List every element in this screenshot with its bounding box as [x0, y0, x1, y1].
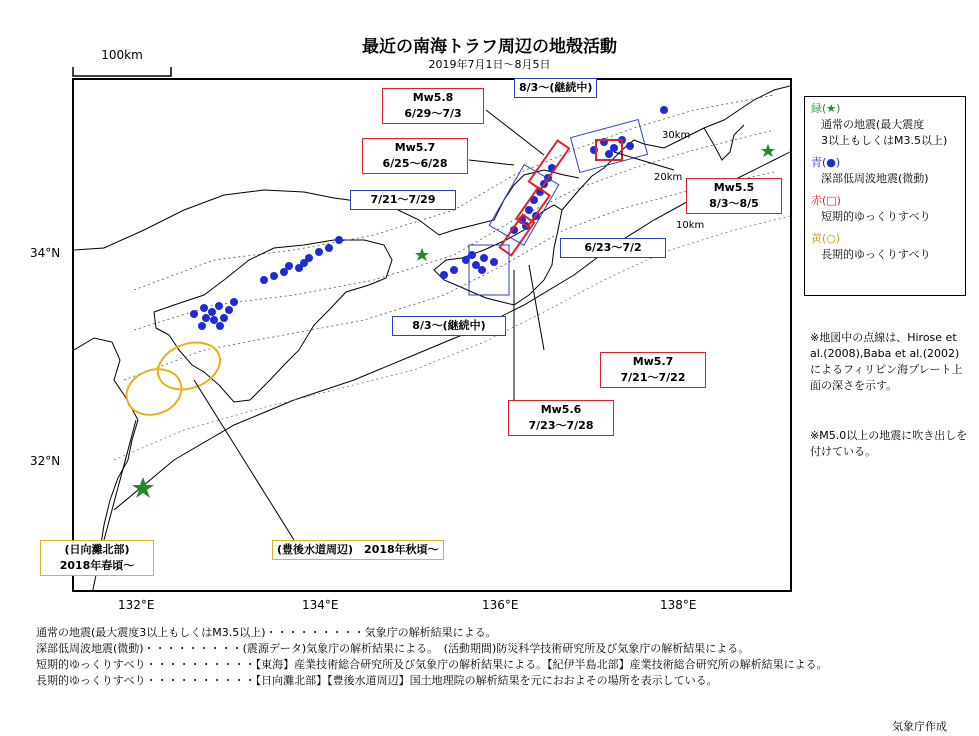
slow-slip-long [120, 334, 226, 422]
page-title: 最近の南海トラフ周辺の地殻活動 [362, 37, 617, 57]
label-shikoku-period: 7/21～7/29 [350, 190, 456, 210]
hyuga-line1: (日向灘北部) [64, 543, 130, 556]
leader-lines [104, 110, 674, 540]
legend-yellow-desc: 長期的ゆっくりすべり [821, 248, 931, 261]
note-contours: ※地図中の点線は、Hirose et al.(2008),Baba et al.(2002)によるフィリピン海プレート上面の深さを示す。 [810, 331, 963, 392]
honshu-coast [74, 170, 579, 250]
label-ongoing-top: 8/3～(継続中) [514, 78, 597, 98]
contour-deep [114, 215, 792, 460]
legend-yellow-head: 黄(○) [811, 232, 841, 245]
legend-green-desc1: 通常の地震(最大震度 [821, 118, 925, 131]
label-mw55 [686, 178, 782, 214]
mw58-dates: 6/29～7/3 [404, 107, 462, 120]
legend-red-head: 赤(□) [811, 194, 841, 207]
depth-10km: 10km [676, 220, 705, 231]
depth-20km: 20km [654, 172, 683, 183]
lon-label-132: 132°E [118, 598, 155, 612]
label-mw57a [362, 138, 468, 174]
lon-label-136: 136°E [482, 598, 519, 612]
label-mw57b [600, 352, 706, 388]
scale-label: 100km [101, 48, 143, 62]
label-mw58 [382, 88, 484, 124]
footer-line2: 深部低周波地震(微動)・・・・・・・・・(震源データ)気象庁の解析結果による。 (活動期間)防災科学技術研究所及び気象庁の解析結果による。 [36, 642, 750, 655]
note-callouts: ※M5.0以上の地震に吹き出しを付けている。 [810, 429, 968, 458]
legend-green-head: 緑(★) [811, 102, 841, 115]
mw57a-dates: 6/25～6/28 [382, 157, 448, 170]
lat-label-34: 34°N [30, 246, 61, 260]
shikoku-coast [154, 240, 392, 402]
mw57b-dates: 7/21～7/22 [620, 371, 686, 384]
mw56-mag: Mw5.6 [540, 403, 582, 416]
legend-blue-desc: 深部低周波地震(微動) [821, 172, 929, 185]
mw57b-mag: Mw5.7 [632, 355, 674, 368]
hyuga-line2: 2018年春頃～ [59, 559, 135, 572]
label-kii-period: 6/23～7/2 [560, 238, 666, 258]
scale-line [72, 65, 172, 77]
mw58-mag: Mw5.8 [412, 91, 454, 104]
label-ongoing-kii: 8/3～(継続中) [392, 316, 506, 336]
mw56-dates: 7/23～7/28 [528, 419, 594, 432]
footer-line3: 短期的ゆっくりすべり・・・・・・・・・・【東海】産業技術総合研究所及び気象庁の解析結果による。【紀伊半島北部】産業技術総合研究所の解析結果による。 [36, 658, 828, 671]
label-mw56 [508, 400, 614, 436]
lon-label-138: 138°E [660, 598, 697, 612]
mw55-dates: 8/3～8/5 [709, 197, 759, 210]
mw57a-mag: Mw5.7 [394, 141, 436, 154]
lat-label-32: 32°N [30, 454, 61, 468]
legend-blue-head: 青(●) [811, 156, 841, 169]
kii-coast [434, 205, 562, 305]
footer-line1: 通常の地震(最大震度3以上もしくはM3.5以上)・・・・・・・・・気象庁の解析結果による。 [36, 626, 497, 639]
footer-line4: 長期的ゆっくりすべり・・・・・・・・・・【日向灘北部】【豊後水道周辺】国土地理院の解析結果を元におおよその場所を表示している。 [36, 674, 718, 687]
label-bungo: (豊後水道周辺) 2018年秋頃～ [272, 540, 444, 560]
scale-bar [72, 48, 172, 81]
label-hyuga [40, 540, 154, 576]
date-range: 2019年7月1日～8月5日 [428, 58, 551, 71]
lon-label-134: 134°E [302, 598, 339, 612]
legend-red-desc: 短期的ゆっくりすべり [821, 210, 931, 223]
depth-30km: 30km [662, 130, 691, 141]
izu-coast [704, 125, 744, 160]
legend [804, 96, 966, 296]
mw55-mag: Mw5.5 [713, 181, 755, 194]
credit: 気象庁作成 [892, 720, 947, 733]
legend-green-desc2: 3以上もしくはM3.5以上) [821, 134, 948, 147]
